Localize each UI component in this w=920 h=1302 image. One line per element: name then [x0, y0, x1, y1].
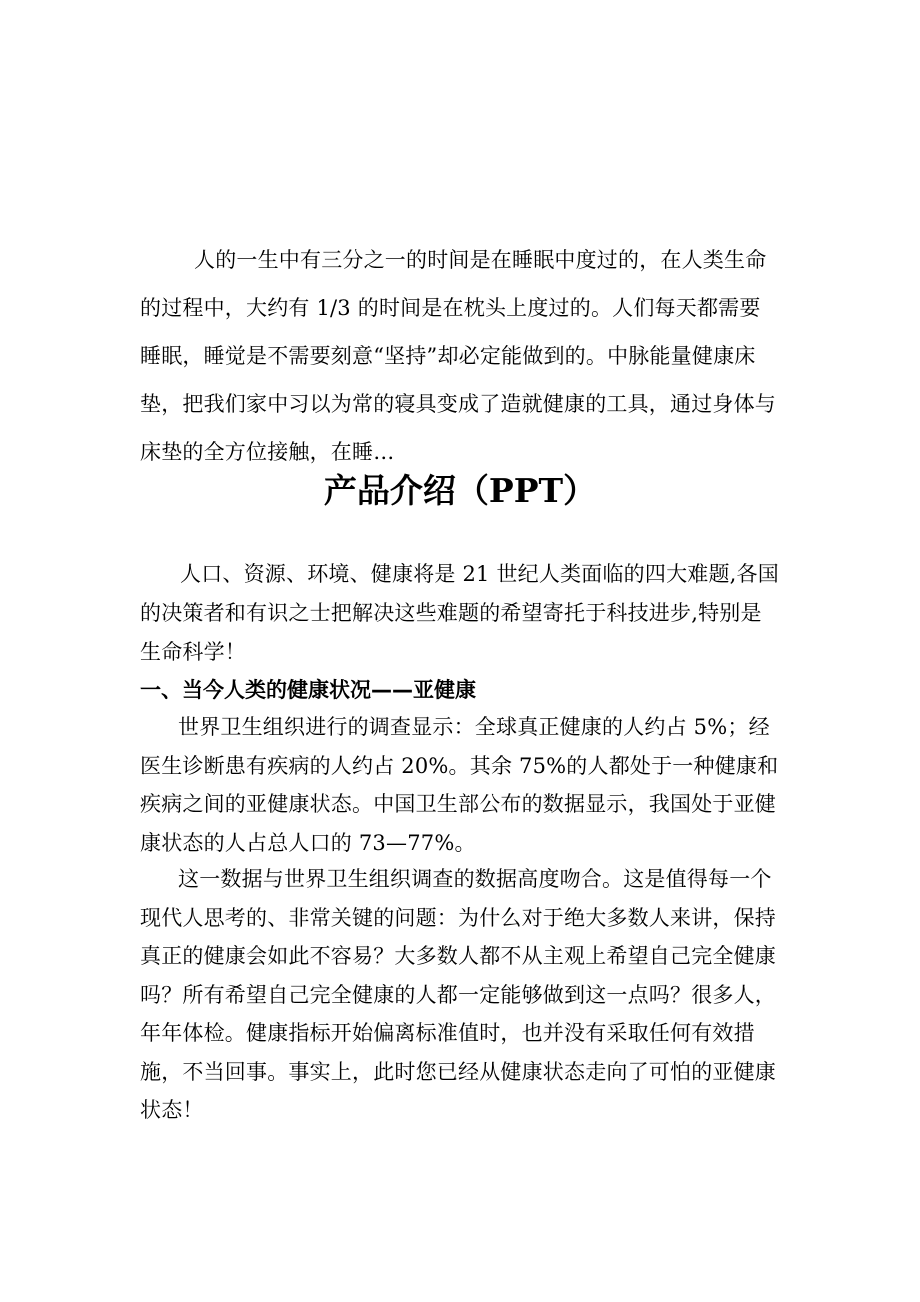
summary-paragraph: 人的一生中有三分之一的时间是在睡眠中度过的，在人类生命的过程中，大约有 1/3 的时间是在枕头上度过的。人们每天都需要睡眠，睡觉是不需要刻意“坚持”却必定能做到的。中脉能量健康床垫，把我们家中习以为常的寝具变成了造就健康的工具，通过身体与床垫的全方位接触，在睡… — [140, 248, 776, 464]
section-paragraph-2: 这一数据与世界卫生组织调查的数据高度吻合。这是值得每一个现代人思考的、非常关键的问题：为什么对于绝大多数人来讲，保持真正的健康会如此不容易？大多数人都不从主观上希望自己完全健康吗？所有希望自己完全健康的人都一定能够做到这一点吗？很多人，年年体检。健康指标开始偏离标准值时，也并没有采取任何有效措施，不当回事。事实上，此时您已经从健康状态走向了可怕的亚健康状态！ — [140, 867, 776, 1122]
page-title: 产品介绍（PPT） — [323, 471, 597, 510]
section-body-2 — [140, 860, 780, 1130]
section-paragraph-1: 世界卫生组织进行的调查显示：全球真正健康的人约占 5%；经医生诊断患有疾病的人约占 20%。其余 75%的人都处于一种健康和疾病之间的亚健康状态。中国卫生部公布的数据显示，我国处于亚健康状态的人占总人口的 73—77%。 — [140, 715, 779, 855]
intro-paragraph: 人口、资源、环境、健康将是 21 世纪人类面临的四大难题,各国的决策者和有识之士把解决这些难题的希望寄托于科技进步,特别是生命科学！ — [140, 562, 779, 664]
intro-section — [140, 555, 780, 672]
summary-section — [140, 236, 780, 476]
section-body-1 — [140, 708, 780, 862]
section-heading: 一、当今人类的健康状况——亚健康 — [140, 678, 476, 702]
